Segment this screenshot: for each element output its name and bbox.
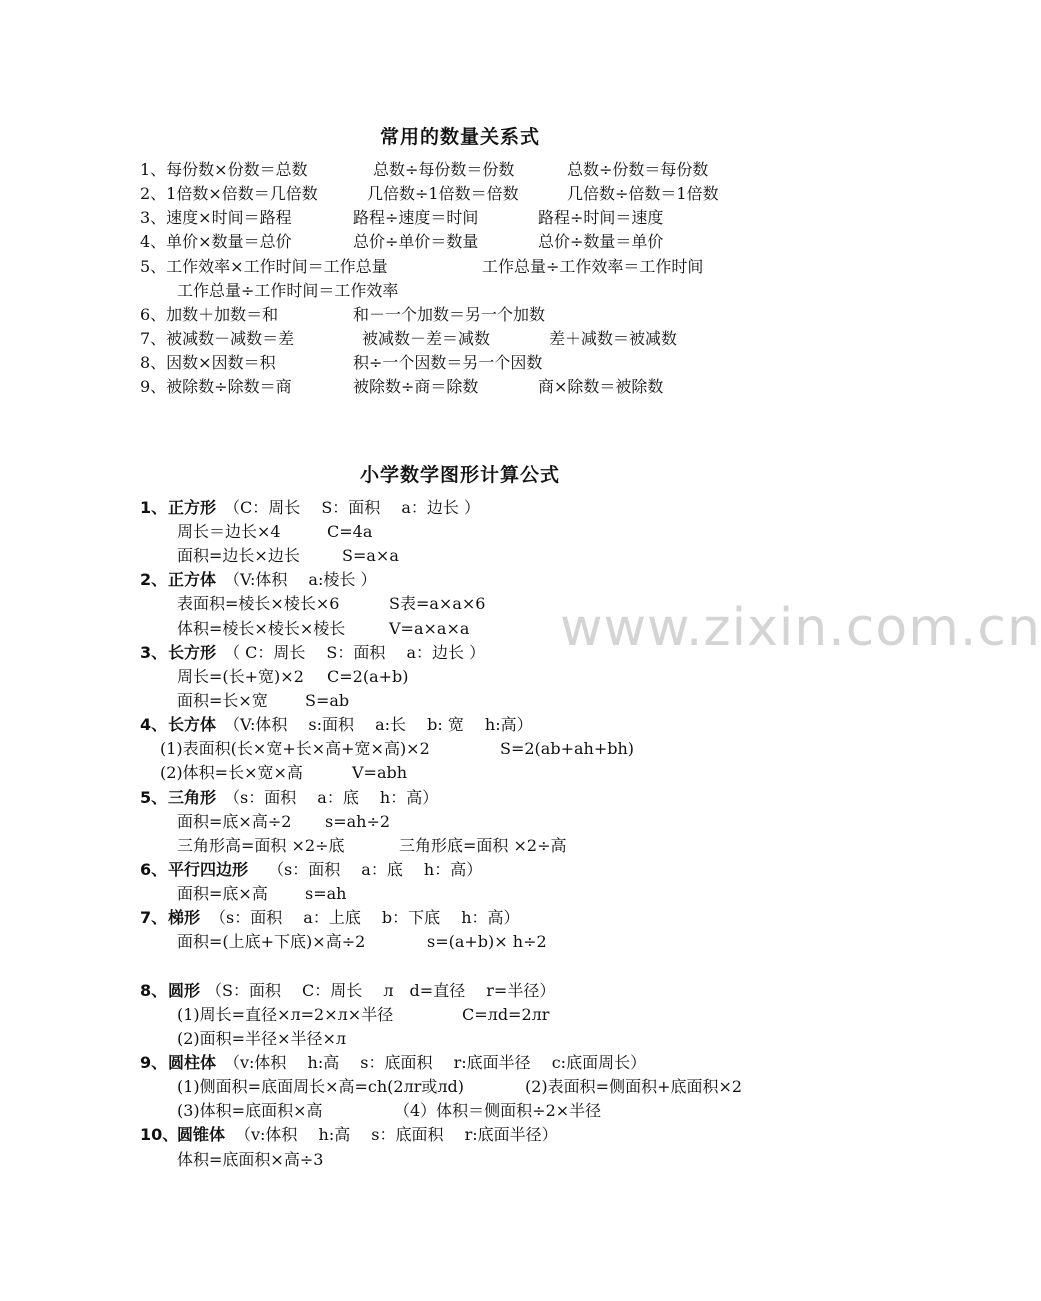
formula-text: 面积=底×高÷2 [177, 812, 292, 831]
shape-vars: （s：面积 a：底 h：高） [268, 860, 483, 879]
formula-text: 面积=(上底+下底)×高÷2 [177, 932, 366, 951]
shape-number: 3、 [140, 643, 168, 662]
formula-text: 面积=长×宽 [177, 691, 268, 710]
shape-name: 正方形 [168, 498, 217, 517]
formula-symbolic: s=ah÷2 [325, 812, 391, 831]
formula-symbolic: S表=a×a×6 [389, 594, 486, 613]
section1-title: 常用的数量关系式 [379, 126, 540, 148]
relation-formula: 商×除数＝被除数 [538, 377, 664, 396]
relation-formula: 几倍数÷倍数＝1倍数 [567, 184, 719, 203]
shape-name: 圆形 [168, 981, 201, 1000]
formula-symbolic: s=ah [305, 884, 347, 903]
shape-name: 圆锥体 [177, 1125, 226, 1144]
shape-vars: （v:体积 h:高 s：底面积 r:底面半径 c:底面周长） [224, 1053, 647, 1072]
shape-vars: （V:体积 s:面积 a:长 b: 宽 h:高） [224, 715, 533, 734]
formula-symbolic: C=4a [327, 522, 373, 541]
formula-text: (1)侧面积=底面周长×高=ch(2лr或лd) [177, 1077, 465, 1096]
shape-vars: （S：面积 C：周长 л d=直径 r=半径） [206, 981, 556, 1000]
relation-formula: 2、1倍数×倍数＝几倍数 [140, 184, 318, 203]
formula-symbolic: V=a×a×a [389, 619, 470, 638]
shape-vars: （s：面积 a：底 h：高） [224, 788, 439, 807]
shape-name: 梯形 [168, 908, 201, 927]
relation-formula: 工作总量÷工作时间＝工作效率 [177, 281, 399, 300]
relation-formula: 3、速度×时间＝路程 [140, 208, 292, 227]
relation-formula: 差＋减数＝被减数 [549, 329, 678, 348]
relation-formula: 总数÷每份数＝份数 [373, 160, 515, 179]
formula-symbolic: V=abh [352, 763, 408, 782]
formula-text: 体积=棱长×棱长×棱长 [177, 619, 346, 638]
relation-formula: 几倍数÷1倍数＝倍数 [367, 184, 519, 203]
section2-title: 小学数学图形计算公式 [359, 464, 560, 486]
relation-formula: 路程÷速度＝时间 [353, 208, 479, 227]
relation-formula: 8、因数×因数＝积 [140, 353, 276, 372]
shape-vars: （v:体积 h:高 s：底面积 r:底面半径） [235, 1125, 558, 1144]
shape-number: 9、 [140, 1053, 168, 1072]
shape-name: 圆柱体 [168, 1053, 217, 1072]
formula-text: (3)体积=底面积×高 [177, 1101, 323, 1120]
formula-text: 三角形底=面积 ×2÷高 [399, 836, 567, 855]
relation-formula: 4、单价×数量＝总价 [140, 232, 292, 251]
relation-formula: 被减数－差＝减数 [362, 329, 491, 348]
relation-formula: 5、工作效率×工作时间＝工作总量 [140, 257, 388, 276]
formula-text: 周长=(长+宽)×2 [177, 667, 304, 686]
formula-text: 表面积=棱长×棱长×6 [177, 594, 340, 613]
shape-name: 长方体 [168, 715, 217, 734]
shape-number: 7、 [140, 908, 168, 927]
formula-text: （4）体积＝侧面积÷2×半径 [394, 1101, 602, 1120]
shape-vars: （C：周长 S：面积 a：边长 ） [224, 498, 481, 517]
relation-formula: 被除数÷商＝除数 [353, 377, 479, 396]
formula-text: 周长＝边长×4 [177, 522, 281, 541]
formula-symbolic: C=лd=2лr [462, 1005, 550, 1024]
shape-name: 长方形 [168, 643, 217, 662]
shape-number: 8、 [140, 981, 168, 1000]
formula-symbolic: s=(a+b)× h÷2 [427, 932, 547, 951]
formula-text: (2)体积=长×宽×高 [160, 763, 303, 782]
formula-symbolic: S=2(ab+ah+bh) [500, 739, 635, 758]
relation-formula: 6、加数＋加数＝和 [140, 305, 279, 324]
shape-name: 正方体 [168, 570, 217, 589]
shape-number: 2、 [140, 570, 168, 589]
formula-text: (1)表面积(长×宽+长×高+宽×高)×2 [160, 739, 430, 758]
watermark: www.zixin.com.cn [560, 598, 1041, 658]
shape-vars: （V:体积 a:棱长 ） [224, 570, 377, 589]
formula-symbolic: C=2(a+b) [327, 667, 409, 686]
relation-formula: 积÷一个因数＝另一个因数 [353, 353, 543, 372]
formula-text: (1)周长=直径×л=2×л×半径 [177, 1005, 394, 1024]
shape-number: 6、 [140, 860, 168, 879]
shape-vars: （s：面积 a：上底 b：下底 h：高） [210, 908, 520, 927]
formula-symbolic: S=ab [305, 691, 350, 710]
relation-formula: 和－一个加数＝另一个加数 [353, 305, 546, 324]
shape-number: 1、 [140, 498, 168, 517]
formula-text: 面积=边长×边长 [177, 546, 300, 565]
shape-name: 平行四边形 [168, 860, 249, 879]
relation-formula: 工作总量÷工作效率＝工作时间 [482, 257, 704, 276]
shape-name: 三角形 [168, 788, 217, 807]
formula-text: 体积=底面积×高÷3 [177, 1150, 324, 1169]
relation-formula: 1、每份数×份数＝总数 [140, 160, 308, 179]
shape-number: 10、 [140, 1125, 179, 1144]
shape-vars: （ C：周长 S：面积 a：边长 ） [224, 643, 486, 662]
relation-formula: 总价÷数量＝单价 [538, 232, 664, 251]
relation-formula: 路程÷时间＝速度 [538, 208, 664, 227]
relation-formula: 总价÷单价＝数量 [353, 232, 479, 251]
formula-text: 面积=底×高 [177, 884, 268, 903]
relation-formula: 9、被除数÷除数＝商 [140, 377, 292, 396]
relation-formula: 总数÷份数＝每份数 [567, 160, 709, 179]
relation-formula: 7、被减数－减数＝差 [140, 329, 295, 348]
formula-text: (2)面积=半径×半径×л [177, 1029, 347, 1048]
formula-symbolic: S=a×a [342, 546, 399, 565]
shape-number: 5、 [140, 788, 168, 807]
shape-number: 4、 [140, 715, 168, 734]
formula-text: (2)表面积=侧面积+底面积×2 [525, 1077, 743, 1096]
formula-text: 三角形高=面积 ×2÷底 [177, 836, 345, 855]
